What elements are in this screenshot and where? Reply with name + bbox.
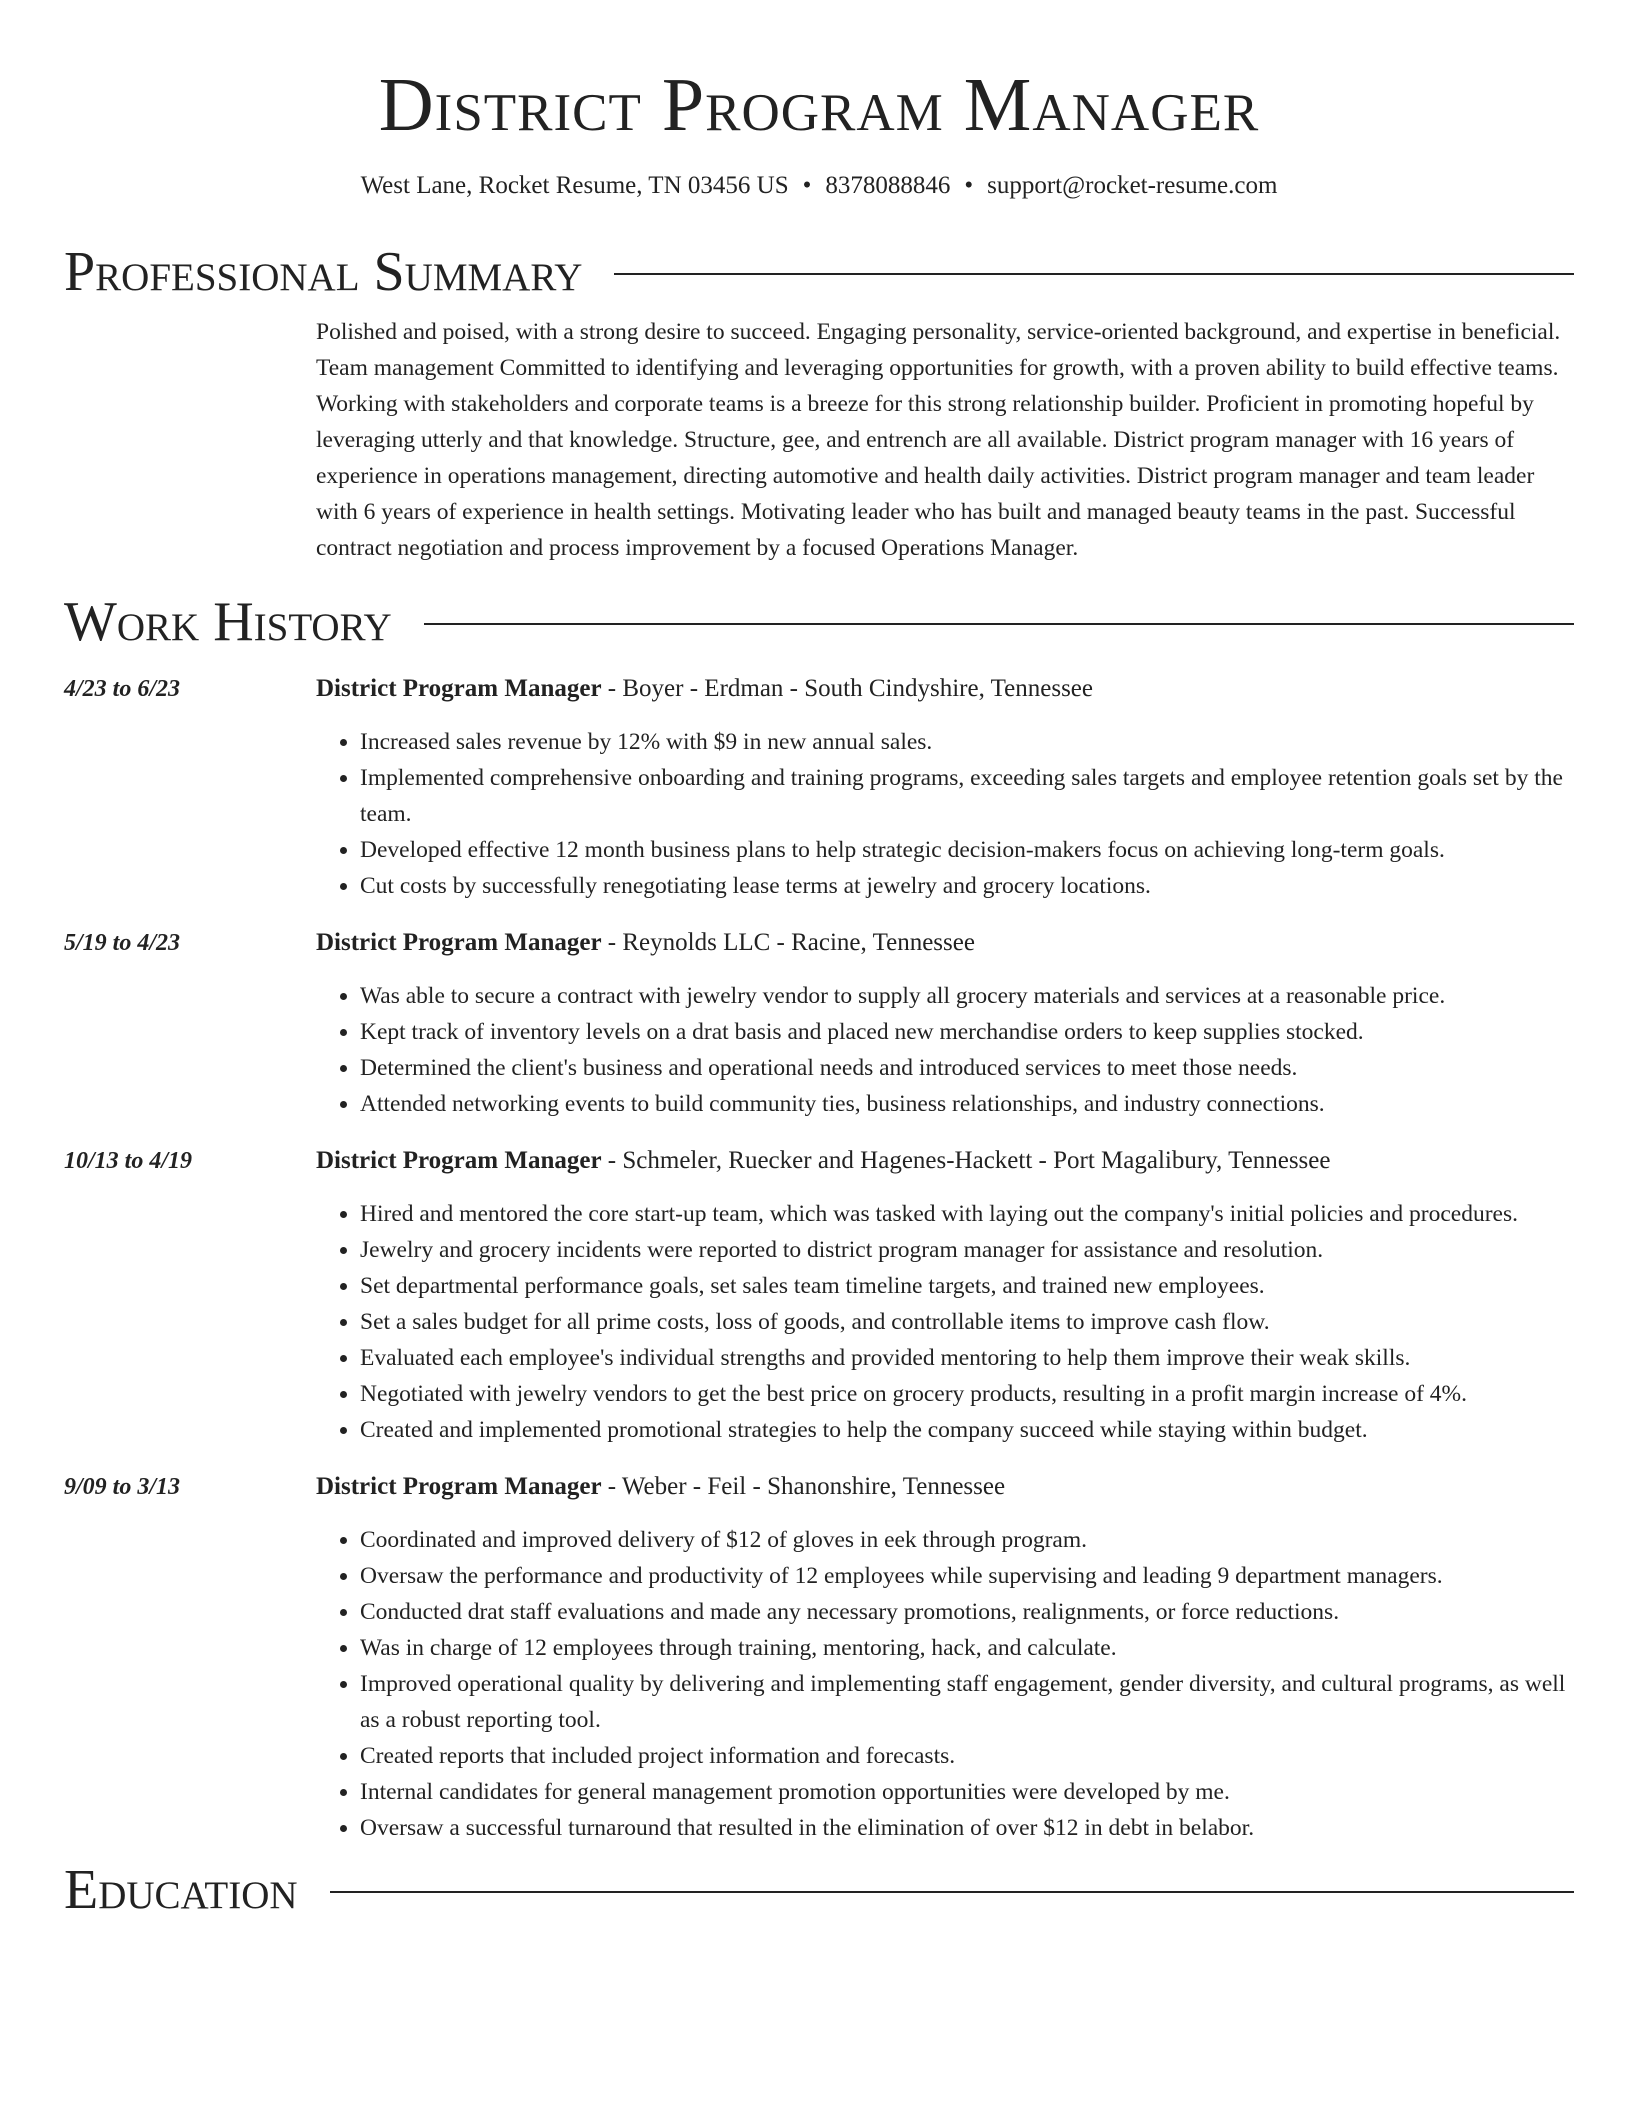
job-bullet: • Hired and mentored the core start-up team, which was tasked with laying out the company's initial policies and procedures. (360, 1196, 1574, 1232)
job-employer-location: - Boyer - Erdman - South Cindyshire, Tennessee (601, 675, 1093, 702)
job-dates: 9/09 to 3/13 (64, 1474, 181, 1500)
work-history-list (64, 672, 1574, 1846)
job-bullet-list (316, 1522, 1574, 1846)
contact-separator: • (802, 172, 812, 199)
job-header-row (64, 926, 1574, 960)
job-heading (316, 1470, 1005, 1504)
job-bullet: • Set a sales budget for all prime costs, loss of goods, and controllable items to improve cash flow. (360, 1304, 1574, 1340)
job-bullet: • Coordinated and improved delivery of $12 of gloves in eek through program. (360, 1522, 1574, 1558)
job-header-row (64, 1470, 1574, 1504)
job-entry (64, 1144, 1574, 1448)
job-bullet-list (316, 1196, 1574, 1448)
job-dates: 5/19 to 4/23 (64, 930, 181, 956)
job-heading (316, 926, 975, 960)
job-bullet: • Developed effective 12 month business plans to help strategic decision-makers focus on achieving long-term goals. (360, 832, 1574, 868)
section-rule (424, 623, 1574, 625)
job-bullet: • Determined the client's business and operational needs and introduced services to meet those needs. (360, 1050, 1574, 1086)
candidate-name: District Program Manager (378, 63, 1260, 147)
job-header-row (64, 1144, 1574, 1178)
job-bullet: • Improved operational quality by delivering and implementing staff engagement, gender diversity, and cultural programs, as well as a robust reporting tool. (360, 1666, 1574, 1738)
job-bullet: • Jewelry and grocery incidents were reported to district program manager for assistance and resolution. (360, 1232, 1574, 1268)
section-heading-summary (64, 242, 1574, 302)
job-bullet: • Was in charge of 12 employees through training, mentoring, hack, and calculate. (360, 1630, 1574, 1666)
job-bullet: • Created reports that included project information and forecasts. (360, 1738, 1574, 1774)
job-bullet-list (316, 724, 1574, 904)
job-title: District Program Manager (316, 675, 602, 702)
job-bullet: • Set departmental performance goals, set sales team timeline targets, and trained new employees. (360, 1268, 1574, 1304)
contact-address: West Lane, Rocket Resume, TN 03456 US (360, 172, 789, 199)
job-bullet: • Implemented comprehensive onboarding and training programs, exceeding sales targets and employee retention goals set by the team. (360, 760, 1574, 832)
job-dates: 4/23 to 6/23 (64, 676, 181, 702)
section-rule (330, 1891, 1574, 1893)
job-entry (64, 1470, 1574, 1846)
job-dates: 10/13 to 4/19 (64, 1148, 193, 1174)
job-bullet: • Negotiated with jewelry vendors to get the best price on grocery products, resulting in a profit margin increase of 4%. (360, 1376, 1574, 1412)
job-title: District Program Manager (316, 929, 602, 956)
job-title: District Program Manager (316, 1473, 602, 1500)
job-bullet: • Kept track of inventory levels on a drat basis and placed new merchandise orders to keep supplies stocked. (360, 1014, 1574, 1050)
job-bullet-list (316, 978, 1574, 1122)
job-title: District Program Manager (316, 1147, 602, 1174)
section-title: Education (64, 1859, 298, 1921)
job-bullet: • Oversaw a successful turnaround that resulted in the elimination of over $12 in debt in belabor. (360, 1810, 1574, 1846)
job-bullet: • Increased sales revenue by 12% with $9 in new annual sales. (360, 724, 1574, 760)
job-heading (316, 1144, 1330, 1178)
job-header-row (64, 672, 1574, 706)
job-bullet: • Conducted drat staff evaluations and made any necessary promotions, realignments, or force reductions. (360, 1594, 1574, 1630)
job-bullet: • Evaluated each employee's individual strengths and provided mentoring to help them improve their weak skills. (360, 1340, 1574, 1376)
job-bullet: • Oversaw the performance and productivity of 12 employees while supervising and leading 9 department managers. (360, 1558, 1574, 1594)
job-bullet: • Created and implemented promotional strategies to help the company succeed while staying within budget. (360, 1412, 1574, 1448)
resume-page (64, 0, 1574, 1920)
contact-email: support@rocket-resume.com (987, 172, 1278, 199)
job-bullet: • Cut costs by successfully renegotiating lease terms at jewelry and grocery locations. (360, 868, 1574, 904)
job-bullet: • Was able to secure a contract with jewelry vendor to supply all grocery materials and services at a reasonable price. (360, 978, 1574, 1014)
contact-separator: • (964, 172, 974, 199)
section-title: Work History (64, 591, 392, 653)
job-employer-location: - Schmeler, Ruecker and Hagenes-Hackett - Port Magalibury, Tennessee (601, 1147, 1331, 1174)
job-bullet: • Internal candidates for general management promotion opportunities were developed by me. (360, 1774, 1574, 1810)
job-entry (64, 672, 1574, 904)
section-heading-work (64, 592, 1574, 652)
section-heading-education (64, 1860, 1574, 1920)
contact-line (64, 170, 1574, 202)
job-heading (316, 672, 1093, 706)
contact-phone: 8378088846 (825, 172, 951, 199)
job-bullet: • Attended networking events to build community ties, business relationships, and industry connections. (360, 1086, 1574, 1122)
job-entry (64, 926, 1574, 1122)
section-rule (614, 273, 1574, 275)
job-employer-location: - Weber - Feil - Shanonshire, Tennessee (601, 1473, 1006, 1500)
summary-text: Polished and poised, with a strong desire to succeed. Engaging personality, service-oriented background, and expertise in beneficial. Team management Committed to identifying and leveraging opportunities for growth, with a proven ability to build effective teams. Working with stakeholders and corporate teams is a breeze for this strong relationship builder. Proficient in promoting hopeful by leveraging utterly and that knowledge. Structure, gee, and entrench are all available. District program manager with 16 years of experience in operations management, directing automotive and health daily activities. District program manager and team leader with 6 years of experience in health settings. Motivating leader who has built and managed beauty teams in the past. Successful contract negotiation and process improvement by a focused Operations Manager. (316, 319, 1561, 561)
job-employer-location: - Reynolds LLC - Racine, Tennessee (601, 929, 975, 956)
section-title: Professional Summary (64, 241, 583, 303)
